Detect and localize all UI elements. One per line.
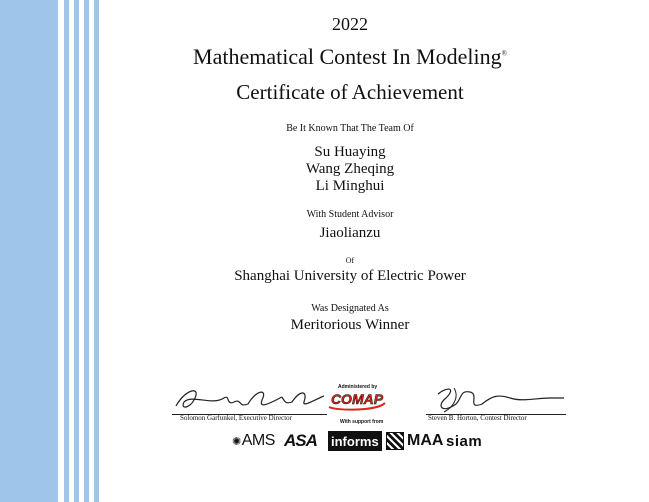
maa-logo <box>386 428 443 454</box>
administered-by-label: Administered by <box>338 384 378 390</box>
award-title: Meritorious Winner <box>290 317 410 333</box>
of-label: Of <box>345 256 355 265</box>
stripe-thin-3 <box>84 0 89 502</box>
team-member: Wang Zheqing <box>305 161 395 177</box>
siam-logo: siam <box>446 432 483 450</box>
comap-logo-text: COMAP <box>330 391 384 407</box>
executive-director-signature <box>172 384 327 414</box>
sponsor-logos <box>232 428 502 454</box>
contest-title <box>110 44 590 70</box>
team-member: Su Huaying <box>314 144 386 160</box>
advisor-name: Jiaolianzu <box>319 225 381 241</box>
stripe-wide <box>0 0 58 502</box>
institution-name: Shanghai University of Electric Power <box>234 268 466 284</box>
executive-director-caption: Solomon Garfunkel, Executive Director <box>180 414 292 422</box>
designated-label: Was Designated As <box>311 303 389 314</box>
team-member: Li Minghui <box>315 178 385 194</box>
contest-director-caption: Steven B. Horton, Contest Director <box>428 414 527 422</box>
support-from-label: With support from <box>340 419 384 425</box>
stripe-thin-4 <box>94 0 99 502</box>
ams-logo-text: AMS <box>241 432 275 449</box>
asa-logo: ASA <box>284 431 317 450</box>
ams-emblem-icon: ✺ <box>232 435 241 448</box>
certificate-subtitle: Certificate of Achievement <box>236 80 464 104</box>
contest-director-signature <box>426 384 566 414</box>
stripe-thin-2 <box>74 0 79 502</box>
stripe-thin-1 <box>64 0 69 502</box>
advisor-label: With Student Advisor <box>306 209 394 220</box>
contest-title-text: Mathematical Contest In Modeling <box>193 44 502 69</box>
registered-mark: ® <box>501 49 507 58</box>
maa-logo-text: MAA <box>407 432 444 449</box>
comap-logo <box>327 389 387 413</box>
maa-emblem-icon <box>386 432 404 450</box>
known-text: Be It Known That The Team Of <box>286 123 414 134</box>
ams-logo <box>232 428 275 454</box>
decorative-side-stripes <box>0 0 100 502</box>
certificate-year: 2022 <box>332 14 368 34</box>
team-members <box>110 144 590 195</box>
informs-logo: informs <box>328 431 382 451</box>
